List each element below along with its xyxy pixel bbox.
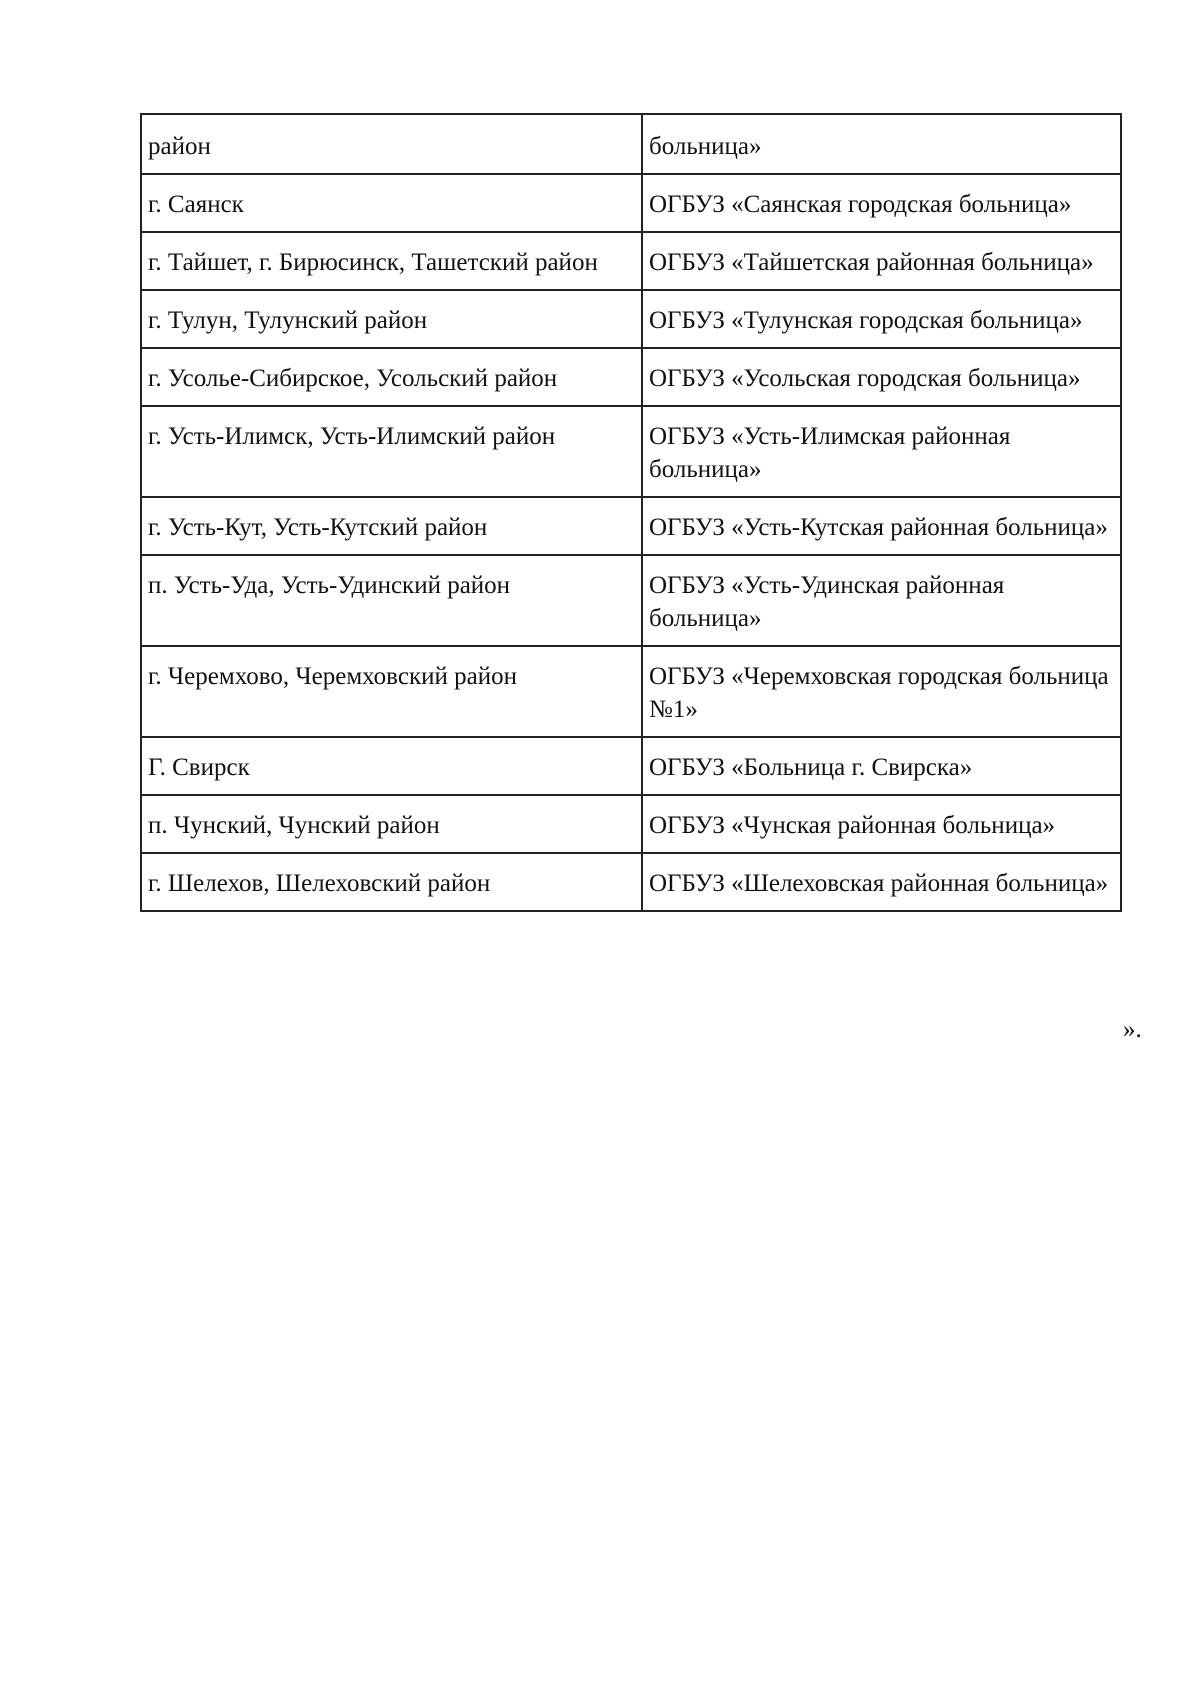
organization-cell: ОГБУЗ «Чунская районная больница» [642,795,1121,853]
organization-cell: ОГБУЗ «Черемховская городская больница №1» [642,646,1121,737]
organization-cell: ОГБУЗ «Шелеховская районная больница» [642,853,1121,911]
area-cell: г. Усолье-Сибирское, Усольский район [141,348,642,406]
area-cell: г. Тайшет, г. Бирюсинск, Ташетский район [141,232,642,290]
organization-cell: ОГБУЗ «Усть-Илимская районная больница» [642,406,1121,497]
table-row [141,348,1121,406]
area-cell: г. Шелехов, Шелеховский район [141,853,642,911]
table-row [141,406,1121,497]
table-row [141,232,1121,290]
hospital-table [140,113,1122,912]
organization-cell: ОГБУЗ «Усть-Удинская районная больница» [642,555,1121,646]
table-row [141,114,1121,174]
area-cell: г. Черемхово, Черемховский район [141,646,642,737]
area-cell: район [141,114,642,174]
organization-cell: ОГБУЗ «Усть-Кутская районная больница» [642,497,1121,555]
organization-cell: ОГБУЗ «Тулунская городская больница» [642,290,1121,348]
table-row [141,497,1121,555]
table-row [141,737,1121,795]
table-row [141,555,1121,646]
area-cell: п. Чунский, Чунский район [141,795,642,853]
table-row [141,646,1121,737]
organization-cell: ОГБУЗ «Усольская городская больница» [642,348,1121,406]
table-row [141,174,1121,232]
area-cell: г. Усть-Илимск, Усть-Илимский район [141,406,642,497]
area-cell: г. Усть-Кут, Усть-Кутский район [141,497,642,555]
organization-cell: ОГБУЗ «Больница г. Свирска» [642,737,1121,795]
organization-cell: больница» [642,114,1121,174]
organization-cell: ОГБУЗ «Саянская городская больница» [642,174,1121,232]
area-cell: г. Тулун, Тулунский район [141,290,642,348]
table-row [141,795,1121,853]
area-cell: Г. Свирск [141,737,642,795]
area-cell: г. Саянск [141,174,642,232]
table-row [141,853,1121,911]
table-row [141,290,1121,348]
organization-cell: ОГБУЗ «Тайшетская районная больница» [642,232,1121,290]
area-cell: п. Усть-Уда, Усть-Удинский район [141,555,642,646]
closing-quote-mark: ». [1123,1016,1142,1043]
